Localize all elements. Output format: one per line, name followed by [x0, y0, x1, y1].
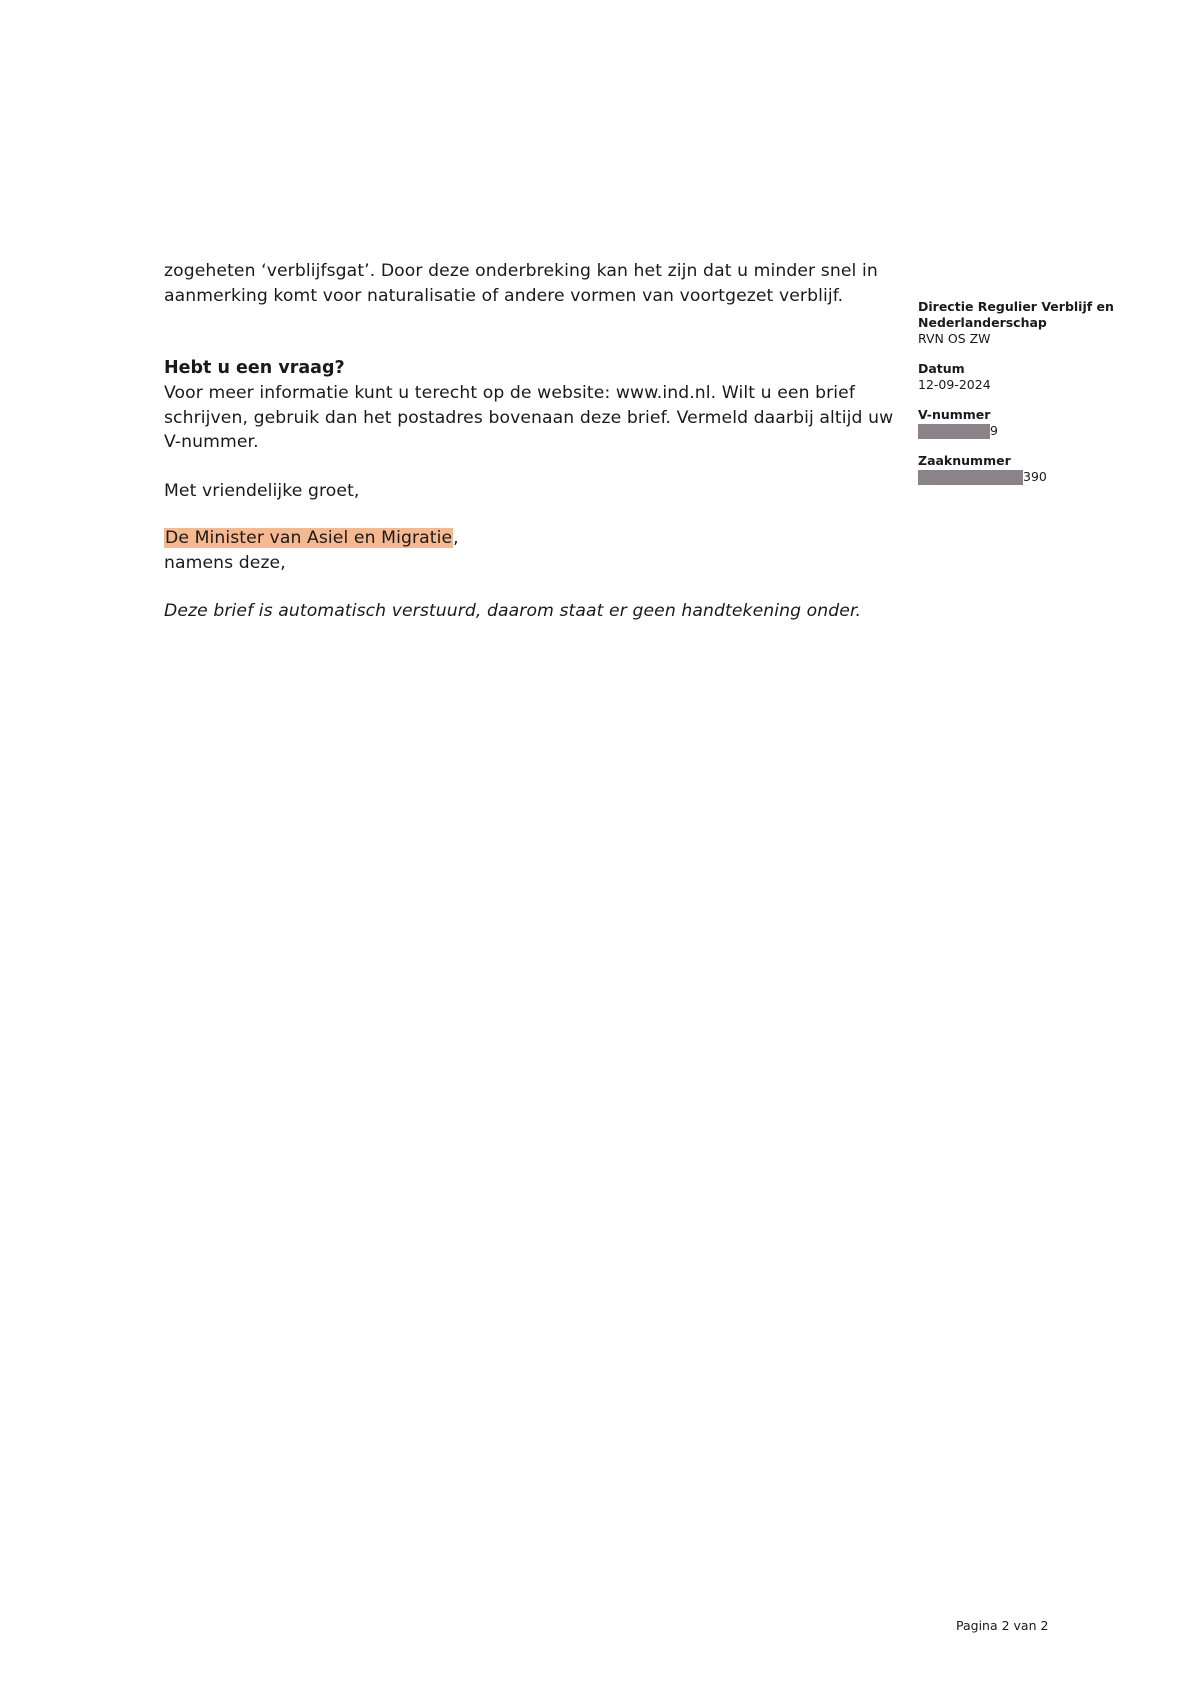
date-label: Datum: [918, 361, 965, 376]
v-number-value: [918, 423, 1168, 439]
department-block: [918, 299, 1168, 347]
redaction-bar: [918, 424, 990, 439]
on-behalf-line: namens deze,: [164, 552, 286, 573]
signatory-line: [164, 526, 904, 551]
case-number-block: [918, 453, 1168, 485]
signatory-suffix: ,: [453, 528, 459, 548]
page-number: Pagina 2 van 2: [956, 1618, 1049, 1633]
case-number-label: Zaaknummer: [918, 453, 1011, 468]
case-number-value: [918, 469, 1168, 485]
date-block: [918, 361, 1168, 393]
question-heading: Hebt u een vraag?: [164, 358, 345, 378]
case-number-visible-digits: 390: [1023, 469, 1047, 484]
signatory-name: De Minister van Asiel en Migratie: [165, 528, 453, 548]
automatic-note: Deze brief is automatisch verstuurd, daarom staat er geen handtekening onder.: [164, 601, 862, 621]
continuation-paragraph: zogeheten ‘verblijfsgat’. Door deze onderbreking kan het zijn dat u minder snel in aanmerking komt voor naturalisatie of andere vormen van voortgezet verblijf.: [164, 261, 878, 306]
v-number-label: V-nummer: [918, 407, 991, 422]
question-paragraph: Voor meer informatie kunt u terecht op de website: www.ind.nl. Wilt u een brief schrijven, gebruik dan het postadres bovenaan deze brief. Vermeld daarbij altijd uw V-nummer.: [164, 383, 894, 452]
signatory-block: [164, 526, 904, 575]
reference-sidebar: [918, 299, 1168, 499]
department-unit: RVN OS ZW: [918, 331, 991, 346]
department-name: Directie Regulier Verblijf en Nederlanderschap: [918, 299, 1114, 330]
date-value: 12-09-2024: [918, 377, 991, 392]
greeting: Met vriendelijke groet,: [164, 481, 360, 501]
v-number-visible-digits: 9: [990, 423, 998, 438]
redaction-bar: [918, 470, 1023, 485]
v-number-block: [918, 407, 1168, 439]
